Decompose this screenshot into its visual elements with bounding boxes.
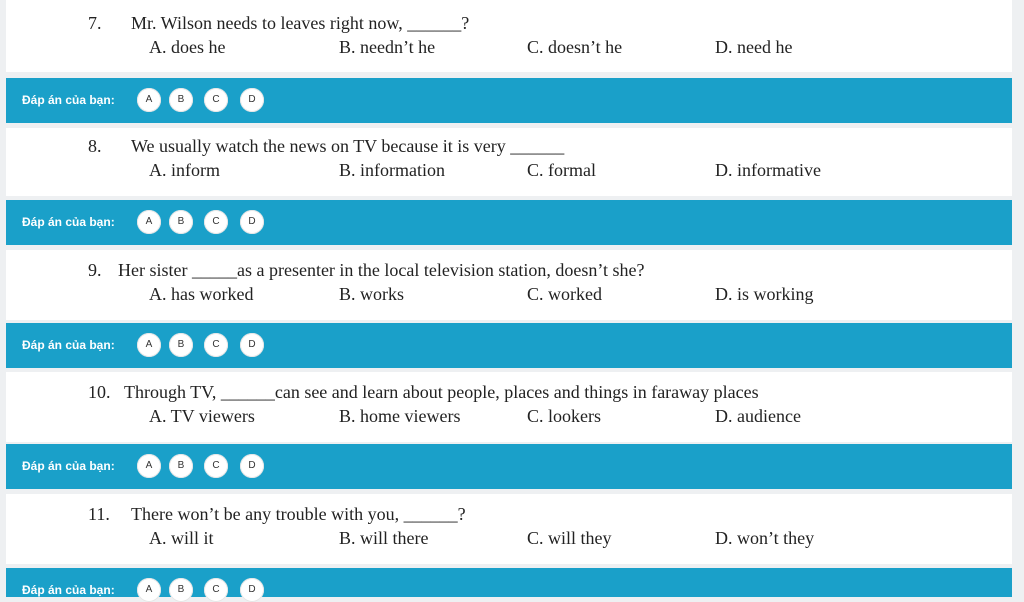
answer-bar	[6, 568, 1012, 597]
answer-label: Đáp án của bạn:	[22, 338, 115, 352]
choice-c-button[interactable]: C	[204, 88, 228, 112]
choice-b-button[interactable]: B	[169, 454, 193, 478]
option-d: D. need he	[715, 37, 793, 57]
option-b: B. needn’t he	[339, 37, 436, 57]
question-number: 7.	[88, 13, 102, 33]
answer-label: Đáp án của bạn:	[22, 459, 115, 473]
question-number: 11.	[88, 504, 110, 524]
choice-d-button[interactable]: D	[240, 454, 264, 478]
answer-bar	[6, 323, 1012, 368]
answer-bar	[6, 200, 1012, 245]
choice-d-button[interactable]: D	[240, 210, 264, 234]
choice-a-button[interactable]: A	[137, 210, 161, 234]
option-c: C. lookers	[527, 406, 601, 426]
option-d: D. is working	[715, 284, 814, 304]
option-c: C. will they	[527, 528, 612, 548]
question-card	[6, 494, 1012, 564]
option-d: D. audience	[715, 406, 801, 426]
choice-a-button[interactable]: A	[137, 578, 161, 602]
choice-c-button[interactable]: C	[204, 454, 228, 478]
option-a: A. will it	[149, 528, 214, 548]
option-b: B. home viewers	[339, 406, 461, 426]
question-card	[6, 128, 1012, 196]
choice-d-button[interactable]: D	[240, 88, 264, 112]
question-text: Her sister _____as a presenter in the local television station, doesn’t she?	[118, 260, 645, 280]
question-card	[6, 250, 1012, 320]
question-text: Through TV, ______can see and learn about people, places and things in faraway places	[124, 382, 759, 402]
choice-a-button[interactable]: A	[137, 88, 161, 112]
option-a: A. does he	[149, 37, 226, 57]
question-number: 10.	[88, 382, 111, 402]
option-c: C. doesn’t he	[527, 37, 623, 57]
answer-label: Đáp án của bạn:	[22, 583, 115, 597]
question-text: There won’t be any trouble with you, ______?	[131, 504, 466, 524]
answer-label: Đáp án của bạn:	[22, 215, 115, 229]
option-b: B. information	[339, 160, 445, 180]
option-b: B. works	[339, 284, 405, 304]
choice-c-button[interactable]: C	[204, 210, 228, 234]
choice-c-button[interactable]: C	[204, 578, 228, 602]
question-number: 9.	[88, 260, 102, 280]
question-number: 8.	[88, 136, 102, 156]
question-card	[6, 0, 1012, 72]
question-text: Mr. Wilson needs to leaves right now, ______?	[131, 13, 470, 33]
choice-a-button[interactable]: A	[137, 454, 161, 478]
answer-bar	[6, 78, 1012, 123]
option-a: A. TV viewers	[149, 406, 255, 426]
choice-b-button[interactable]: B	[169, 88, 193, 112]
option-d: D. informative	[715, 160, 821, 180]
option-c: C. worked	[527, 284, 602, 304]
choice-d-button[interactable]: D	[240, 333, 264, 357]
question-text: We usually watch the news on TV because it is very ______	[131, 136, 565, 156]
option-d: D. won’t they	[715, 528, 815, 548]
choice-b-button[interactable]: B	[169, 210, 193, 234]
option-b: B. will there	[339, 528, 429, 548]
choice-c-button[interactable]: C	[204, 333, 228, 357]
answer-bar	[6, 444, 1012, 489]
choice-a-button[interactable]: A	[137, 333, 161, 357]
option-a: A. has worked	[149, 284, 254, 304]
choice-d-button[interactable]: D	[240, 578, 264, 602]
question-card	[6, 372, 1012, 442]
choice-b-button[interactable]: B	[169, 578, 193, 602]
choice-b-button[interactable]: B	[169, 333, 193, 357]
option-a: A. inform	[149, 160, 220, 180]
answer-label: Đáp án của bạn:	[22, 93, 115, 107]
option-c: C. formal	[527, 160, 596, 180]
